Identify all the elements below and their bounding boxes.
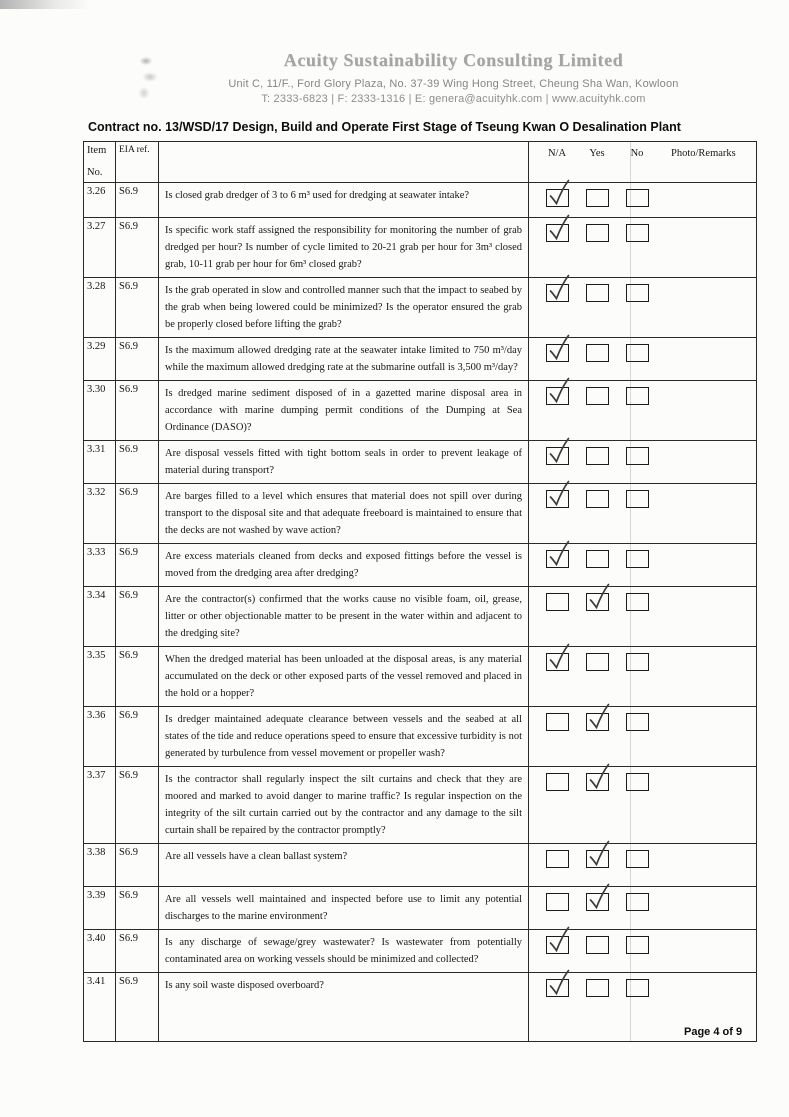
eia-ref: S6.9 [116,381,159,440]
eia-ref: S6.9 [116,647,159,706]
column-header-checks [529,142,756,182]
checkbox-na [546,893,569,911]
checkbox-na [546,284,569,302]
handwritten-tick [546,642,572,671]
checks-cell [529,647,756,706]
table-row [84,484,756,544]
checkbox-na [546,773,569,791]
handwritten-tick [546,273,572,302]
checks-cell [529,544,756,586]
table-row [84,441,756,484]
eia-ref: S6.9 [116,338,159,380]
checkbox-yes [586,850,609,868]
checkbox-yes [586,344,609,362]
checkbox-na [546,224,569,242]
item-no: 3.36 [84,707,116,766]
checkbox-na [546,653,569,671]
company-logo-stamp [133,52,169,102]
eia-ref: S6.9 [116,544,159,586]
checkbox-no [626,550,649,568]
checkbox-yes [586,387,609,405]
company-name: Acuity Sustainability Consulting Limited [283,50,624,70]
handwritten-tick [586,762,612,791]
item-no: 3.38 [84,844,116,886]
checkbox-na [546,979,569,997]
question-text: Is the maximum allowed dredging rate at the seawater intake limited to 750 m³/day while the maximum allowed dredging rate at the submarine outfall is 3,500 m³/day? [159,338,529,380]
item-no: 3.31 [84,441,116,483]
handwritten-tick [586,582,612,611]
item-no: 3.41 [84,973,116,1041]
column-header-item [84,142,116,182]
table-row [84,647,756,707]
checkbox-yes [586,936,609,954]
checks-cell [529,183,756,217]
column-header-eia: EIA ref. [116,142,159,182]
eia-ref: S6.9 [116,183,159,217]
checks-cell [529,844,756,886]
table-row [84,183,756,218]
column-header-yes: Yes [589,148,605,159]
letterhead [0,0,789,105]
checkbox-no [626,344,649,362]
checks-cell [529,218,756,277]
eia-ref: S6.9 [116,930,159,972]
question-text: Is the contractor shall regularly inspect the silt curtains and check that they are moored and marked to avoid danger to marine traffic? Is regular inspection on the integrity of the silt curtain carried out by the contractor and any damage to the silt curtain shall be repaired by the contractor promptly? [159,767,529,843]
handwritten-tick [546,539,572,568]
checkbox-no [626,224,649,242]
checkbox-no [626,490,649,508]
handwritten-tick [546,925,572,954]
eia-ref: S6.9 [116,484,159,543]
checkbox-no [626,447,649,465]
table-row [84,587,756,647]
table-row [84,767,756,844]
checkbox-no [626,593,649,611]
page-number: Page 4 of 9 [684,1026,743,1038]
item-no: 3.30 [84,381,116,440]
checkbox-yes [586,490,609,508]
handwritten-tick [586,839,612,868]
table-row [84,887,756,930]
checkbox-yes [586,284,609,302]
eia-ref: S6.9 [116,707,159,766]
checks-cell [529,930,756,972]
checks-cell [529,441,756,483]
question-text: Are disposal vessels fitted with tight bottom seals in order to prevent leakage of material during transport? [159,441,529,483]
question-text: Are all vessels well maintained and inspected before use to limit any potential discharges to the marine environment? [159,887,529,929]
checkbox-na [546,344,569,362]
item-no: 3.35 [84,647,116,706]
item-no: 3.32 [84,484,116,543]
checkbox-no [626,773,649,791]
checks-cell [529,767,756,843]
checkbox-no [626,893,649,911]
table-row [84,544,756,587]
checkbox-yes [586,713,609,731]
question-text: Is the grab operated in slow and controlled manner such that the impact to seabed by the grab when being lowered could be minimized? Is the operator ensured the grab be properly closed before lifting the grab? [159,278,529,337]
question-text: Is any discharge of sewage/grey wastewater? Is wastewater from potentially contaminated area on working vessels should be minimized and collected? [159,930,529,972]
checkbox-no [626,850,649,868]
handwritten-tick [546,968,572,997]
checks-cell [529,278,756,337]
item-header-line2: No. [87,167,103,178]
company-contact: T: 2333-6823 | F: 2333-1316 | E: genera@acuityhk.com | www.acuityhk.com [261,93,646,105]
table-row [84,707,756,767]
question-text: Are excess materials cleaned from decks and exposed fittings before the vessel is moved from the dredging area after dredging? [159,544,529,586]
checkbox-yes [586,653,609,671]
question-text: Is any soil waste disposed overboard? [159,973,529,1041]
checkbox-no [626,979,649,997]
item-no: 3.33 [84,544,116,586]
checkbox-no [626,936,649,954]
eia-ref: S6.9 [116,767,159,843]
eia-ref: S6.9 [116,218,159,277]
scan-smudge [0,0,90,9]
checkbox-no [626,189,649,207]
eia-ref: S6.9 [116,887,159,929]
checklist-table [83,141,757,1042]
checks-cell [529,887,756,929]
column-header-question [159,142,529,182]
table-row [84,844,756,887]
checkbox-no [626,284,649,302]
item-no: 3.37 [84,767,116,843]
document-title: Contract no. 13/WSD/17 Design, Build and Operate First Stage of Tseung Kwan O Desalination Plant [88,120,681,134]
company-address: Unit C, 11/F., Ford Glory Plaza, No. 37-39 Wing Hong Street, Cheung Sha Wan, Kowloon [228,78,679,90]
handwritten-tick [546,213,572,242]
table-row [84,218,756,278]
item-no: 3.26 [84,183,116,217]
checkbox-yes [586,773,609,791]
checkbox-yes [586,189,609,207]
eia-ref: S6.9 [116,844,159,886]
checkbox-na [546,447,569,465]
checks-cell [529,338,756,380]
handwritten-tick [546,333,572,362]
item-no: 3.28 [84,278,116,337]
checks-cell [529,707,756,766]
column-header-na: N/A [547,148,567,159]
table-row [84,973,756,1041]
handwritten-tick [546,178,572,207]
item-no: 3.34 [84,587,116,646]
item-header-line1: Item [87,145,107,156]
checkbox-no [626,713,649,731]
checkbox-yes [586,593,609,611]
handwritten-tick [546,479,572,508]
column-header-no: No [630,148,644,159]
question-text: Is dredged marine sediment disposed of in a gazetted marine disposal area in accordance with marine dumping permit conditions of the Dumping at Sea Ordinance (DASO)? [159,381,529,440]
checkbox-yes [586,893,609,911]
eia-ref: S6.9 [116,441,159,483]
table-row [84,381,756,441]
checks-cell [529,484,756,543]
checkbox-na [546,713,569,731]
checkbox-na [546,189,569,207]
handwritten-tick [586,702,612,731]
eia-ref: S6.9 [116,973,159,1041]
question-text: Are barges filled to a level which ensures that material does not spill over during transport to the disposal site and that adequate freeboard is maintained to ensure that the decks are not washed by wave action? [159,484,529,543]
checkbox-yes [586,447,609,465]
item-no: 3.27 [84,218,116,277]
question-text: Is closed grab dredger of 3 to 6 m³ used for dredging at seawater intake? [159,183,529,217]
column-header-remarks: Photo/Remarks [671,148,736,159]
checkbox-no [626,387,649,405]
checkbox-na [546,490,569,508]
eia-ref: S6.9 [116,278,159,337]
question-text: Are the contractor(s) confirmed that the works cause no visible foam, oil, grease, litter or other objectionable matter to be present in the water within and adjacent to the dredging site? [159,587,529,646]
question-text: When the dredged material has been unloaded at the disposal areas, is any material accumulated on the deck or other exposed parts of the vessel removed and placed in the hold or a hopper? [159,647,529,706]
checks-cell [529,587,756,646]
handwritten-tick [546,436,572,465]
checkbox-yes [586,224,609,242]
question-text: Is dredger maintained adequate clearance between vessels and the seabed at all states of the tide and reduce operations speed to ensure that excessive turbidity is not generated by turbulence from vessel movement or propeller wash? [159,707,529,766]
checkbox-yes [586,979,609,997]
checks-cell [529,381,756,440]
table-row [84,278,756,338]
checkbox-na [546,850,569,868]
handwritten-tick [546,376,572,405]
table-row [84,338,756,381]
item-no: 3.40 [84,930,116,972]
question-text: Are all vessels have a clean ballast system? [159,844,529,886]
table-row [84,930,756,973]
question-text: Is specific work staff assigned the responsibility for monitoring the number of grab dredged per hour? Is number of cycle limited to 20-21 grab per hour for 3m³ closed grab, 10-11 grab per hour for 6m³ closed grab? [159,218,529,277]
checkbox-no [626,653,649,671]
checkbox-yes [586,550,609,568]
table-body [84,183,756,1041]
item-no: 3.39 [84,887,116,929]
item-no: 3.29 [84,338,116,380]
table-header-row [84,142,756,183]
checkbox-na [546,593,569,611]
checkbox-na [546,387,569,405]
handwritten-tick [586,882,612,911]
eia-ref: S6.9 [116,587,159,646]
checkbox-na [546,550,569,568]
checkbox-na [546,936,569,954]
